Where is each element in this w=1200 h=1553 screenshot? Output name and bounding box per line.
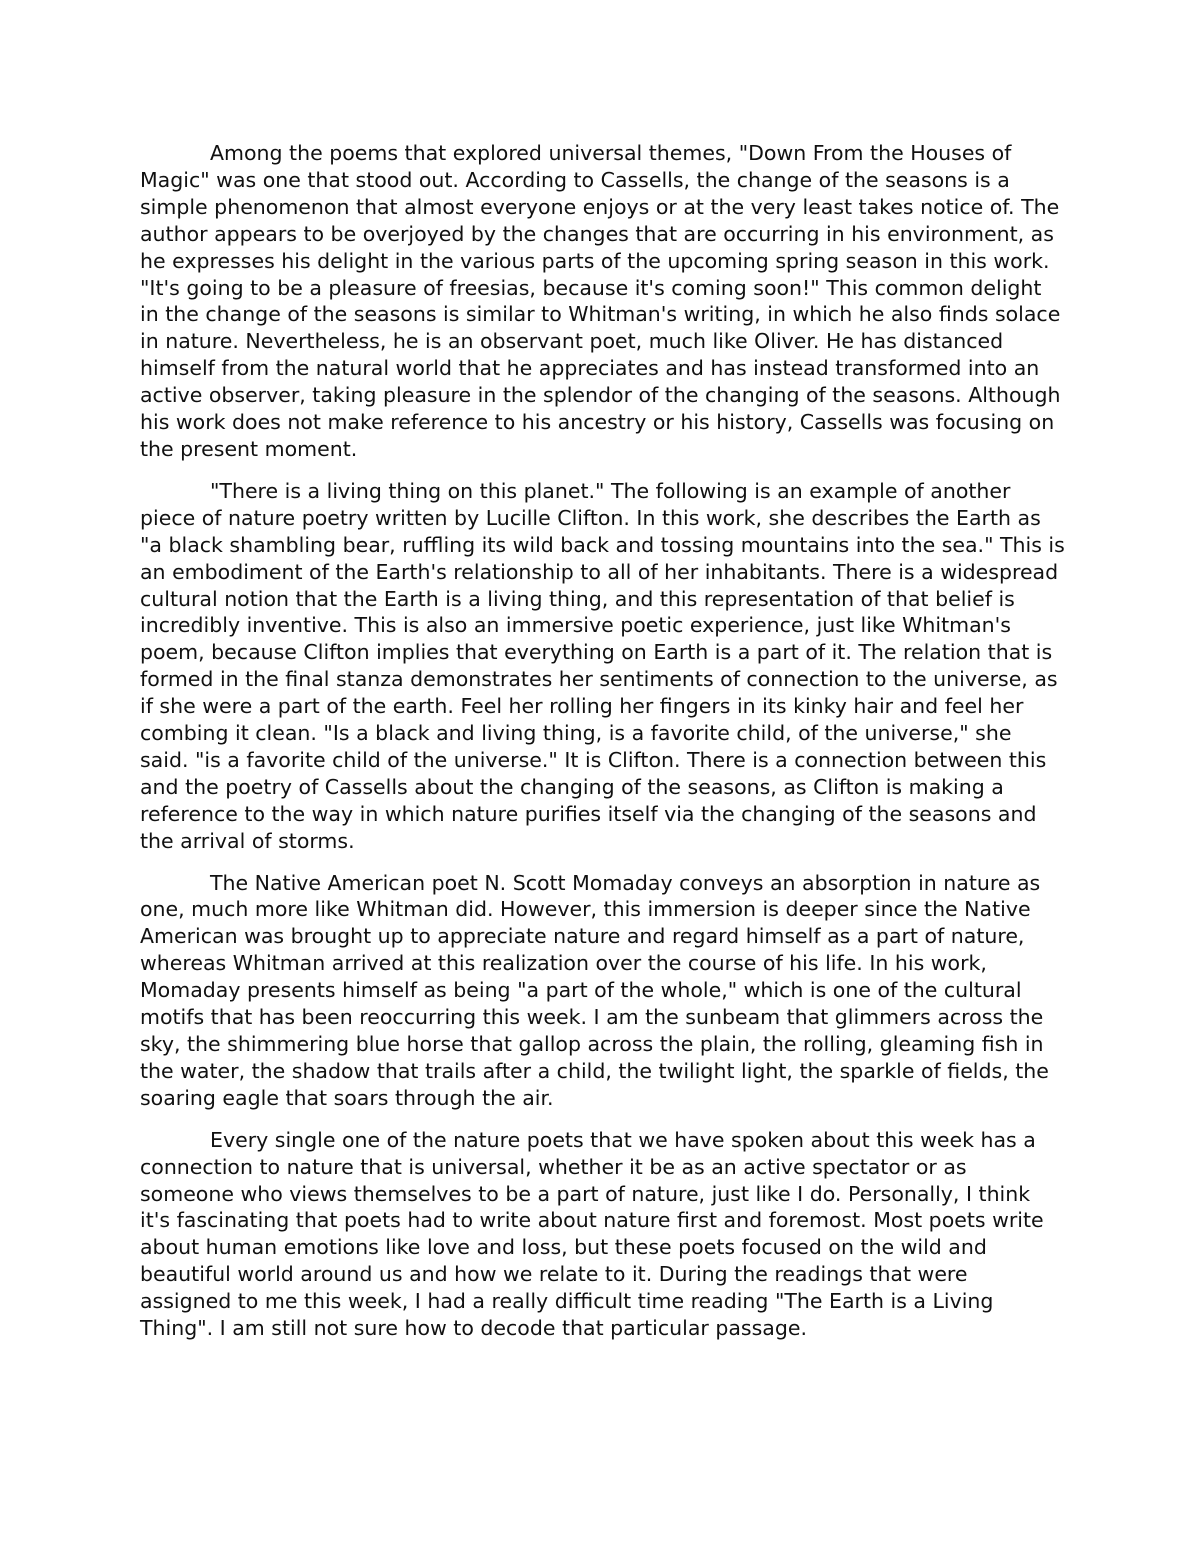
paragraph-reflection: Every single one of the nature poets that we have spoken about this week has a connection to nature that is universal, whether it be as an active spectator or as someone who views themselves to be a part of nature, just like I do. Personally, I think it's fascinating that poets had to write about nature first and foremost. Most poets write about human emotions like love and loss, but these poets focused on the wild and beautiful world around us and how we relate to it. During the readings that were assigned to me this week, I had a really difficult time reading "The Earth is a Living Thing". I am still not sure how to decode that particular passage. [140, 1127, 1044, 1341]
paragraph-momaday: The Native American poet N. Scott Momaday conveys an absorption in nature as one, much more like Whitman did. However, this immersion is deeper since the Native American was brought up to appreciate nature and regard himself as a part of nature, whereas Whitman arrived at this realization over the course of his life. In his work, Momaday presents himself as being "a part of the whole," which is one of the cultural motifs that has been reoccurring this week. I am the sunbeam that glimmers across the sky, the shimmering blue horse that gallop across the plain, the rolling, gleaming fish in the water, the shadow that trails after a child, the twilight light, the sparkle of fields, the soaring eagle that soars through the air. [140, 870, 1049, 1110]
paragraph-clifton: "There is a living thing on this planet." The following is an example of another piece of nature poetry written by Lucille Clifton. In this work, she describes the Earth as "a black shambling bear, ruffling its wild back and tossing mountains into the sea." This is an embodiment of the Earth's relationship to all of her inhabitants. There is a widespread cultural notion that the Earth is a living thing, and this representation of that belief is incredibly inventive. This is also an immersive poetic experience, just like Whitman's poem, because Clifton implies that everything on Earth is a part of it. The relation that is formed in the final stanza demonstrates her sentiments of connection to the universe, as if she were a part of the earth. Feel her rolling her fingers in its kinky hair and feel her combing it clean. "Is a black and living thing, is a favorite child, of the universe," she said. "is a favorite child of the universe." It is Clifton. There is a connection between this and the poetry of Cassells about the changing of the seasons, as Clifton is making a reference to the way in which nature purifies itself via the changing of the seasons and the arrival of storms. [140, 478, 1065, 853]
document-body [140, 140, 1065, 1357]
paragraph-cassells: Among the poems that explored universal themes, "Down From the Houses of Magic" was one that stood out. According to Cassells, the change of the seasons is a simple phenomenon that almost everyone enjoys or at the very least takes notice of. The author appears to be overjoyed by the changes that are occurring in his environment, as he expresses his delight in the various parts of the upcoming spring season in this work. "It's going to be a pleasure of freesias, because it's coming soon!" This common delight in the change of the seasons is similar to Whitman's writing, in which he also finds solace in nature. Nevertheless, he is an observant poet, much like Oliver. He has distanced himself from the natural world that he appreciates and has instead transformed into an active observer, taking pleasure in the splendor of the changing of the seasons. Although his work does not make reference to his ancestry or his history, Cassells was focusing on the present moment. [140, 141, 1061, 461]
